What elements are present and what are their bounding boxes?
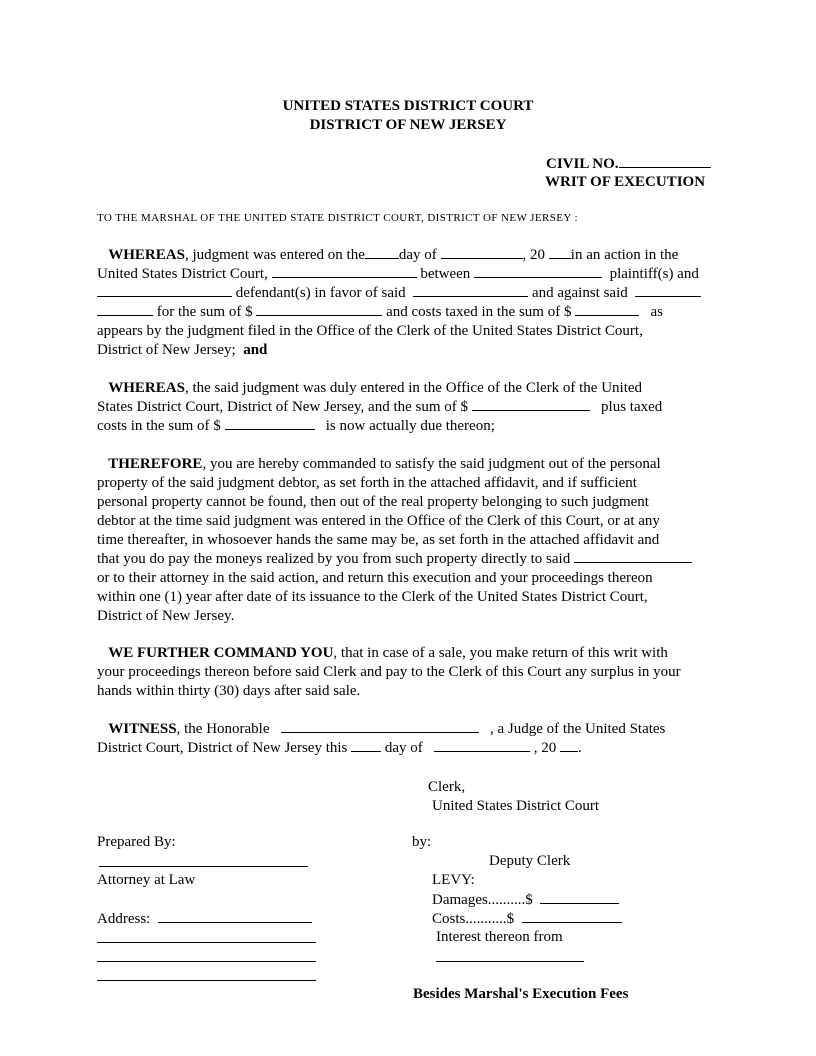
- command-paragraph: [97, 644, 722, 701]
- therefore-lead: THEREFORE: [108, 456, 203, 472]
- witness-year-field[interactable]: [560, 739, 578, 752]
- p2-text: States District Court, District of New Jersey, and the sum of $: [97, 399, 469, 415]
- whereas-paragraph-2: [97, 379, 722, 436]
- p1-text: between: [420, 266, 471, 282]
- p5-text: .: [578, 740, 582, 756]
- p1-text: for the sum of $: [156, 304, 253, 320]
- p1-text: appears by the judgment filed in the Office of the Clerk of the United States District Court,: [97, 323, 643, 339]
- attorney-label: Attorney at Law: [97, 872, 196, 888]
- damages-label: Damages..........$: [432, 891, 619, 909]
- p1-text: , 20: [522, 247, 546, 263]
- levy-label: LEVY:: [432, 872, 475, 888]
- defendant-field[interactable]: [97, 284, 232, 297]
- therefore-paragraph: [97, 455, 722, 626]
- court-field[interactable]: [272, 265, 417, 278]
- plaintiff-field[interactable]: [474, 265, 602, 278]
- against-field-cont[interactable]: [97, 303, 153, 316]
- whereas-lead-2: WHEREAS: [108, 380, 185, 396]
- p5-text: day of: [384, 740, 423, 756]
- p5-text: , the Honorable: [176, 721, 270, 737]
- civil-no-field[interactable]: [619, 155, 711, 168]
- district-title: DISTRICT OF NEW JERSEY: [309, 117, 507, 133]
- p3-text: or to their attorney in the said action, and return this execution and your proceedings thereon: [97, 570, 653, 586]
- p3-text: that you do pay the moneys realized by you from such property directly to said: [97, 551, 571, 567]
- p1-text: and costs taxed in the sum of $: [386, 304, 572, 320]
- p1-text: plaintiff(s) and: [609, 266, 699, 282]
- p5-text: District Court, District of New Jersey this: [97, 740, 348, 756]
- court-title: UNITED STATES DISTRICT COURT: [282, 98, 534, 114]
- p3-text: time thereafter, in whosoever hands the same may be, as set forth in the attached affidavit and: [97, 532, 660, 548]
- p2-text: plus taxed: [601, 399, 663, 415]
- p5-text: , 20: [533, 740, 557, 756]
- p3-text: property of the said judgment debtor, as set forth in the attached affidavit, and if sufficient: [97, 475, 637, 491]
- judgment-year-field[interactable]: [549, 246, 571, 259]
- p4-text: , that in case of a sale, you make return of this writ with: [333, 645, 668, 661]
- payee-field[interactable]: [574, 550, 692, 563]
- p2-text: is now actually due thereon;: [325, 418, 495, 434]
- costs-taxed-field[interactable]: [575, 303, 639, 316]
- p2-text: , the said judgment was duly entered in the Office of the Clerk of the United: [184, 380, 643, 396]
- whereas-paragraph-1: [97, 246, 722, 360]
- whereas-lead-1: WHEREAS: [108, 247, 185, 263]
- clerk-court: United States District Court: [432, 798, 600, 814]
- against-field[interactable]: [635, 284, 701, 297]
- damages-field[interactable]: [540, 891, 619, 904]
- marshal-fees-note: Besides Marshal's Execution Fees: [413, 986, 629, 1002]
- judge-name-field[interactable]: [281, 720, 479, 733]
- witness-day-field[interactable]: [351, 739, 381, 752]
- p3-text: debtor at the time said judgment was entered in the Office of the Clerk of this Court, or at any: [97, 513, 660, 529]
- judgment-month-field[interactable]: [441, 246, 523, 259]
- p1-text: in an action in the: [570, 247, 679, 263]
- p1-text: as: [650, 304, 663, 320]
- p2-text: costs in the sum of $: [97, 418, 221, 434]
- address-field-2[interactable]: [97, 942, 316, 943]
- favor-field[interactable]: [413, 284, 528, 297]
- p4-text: your proceedings thereon before said Clerk and pay to the Clerk of this Court any surplus in your: [97, 664, 681, 680]
- address-field-1[interactable]: [158, 910, 312, 923]
- amount-due-field[interactable]: [472, 398, 590, 411]
- prepared-by-field[interactable]: [99, 866, 308, 867]
- address-field-3[interactable]: [97, 961, 316, 962]
- command-lead: WE FURTHER COMMAND YOU: [108, 645, 334, 661]
- interest-label: Interest thereon from: [436, 929, 563, 945]
- prepared-by-label: Prepared By:: [97, 834, 176, 850]
- p3-text: District of New Jersey.: [97, 608, 235, 624]
- p1-text: defendant(s) in favor of said: [235, 285, 406, 301]
- address-label: Address:: [97, 910, 312, 928]
- p3-text: , you are hereby commanded to satisfy the said judgment out of the personal: [202, 456, 661, 472]
- p4-text: hands within thirty (30) days after said sale.: [97, 683, 361, 699]
- p3-text: within one (1) year after date of its issuance to the Clerk of the United States District Court,: [97, 589, 648, 605]
- p1-and: and: [243, 342, 268, 358]
- interest-field[interactable]: [436, 961, 584, 962]
- sum-field[interactable]: [256, 303, 382, 316]
- deputy-clerk: Deputy Clerk: [489, 853, 571, 869]
- clerk-title: Clerk,: [428, 779, 466, 795]
- p1-text: , judgment was entered on the: [184, 247, 365, 263]
- p1-text: and against said: [531, 285, 628, 301]
- witness-paragraph: [97, 720, 722, 758]
- p1-text: United States District Court,: [97, 266, 268, 282]
- writ-title: WRIT OF EXECUTION: [545, 174, 706, 190]
- witness-month-field[interactable]: [434, 739, 530, 752]
- p1-text: day of: [398, 247, 437, 263]
- p5-text: , a Judge of the United States: [490, 721, 666, 737]
- address-field-4[interactable]: [97, 980, 316, 981]
- judgment-day-field[interactable]: [365, 246, 399, 259]
- p1-text: District of New Jersey;: [97, 342, 236, 358]
- costs-label: Costs...........$: [432, 910, 622, 928]
- p3-text: personal property cannot be found, then out of the real property belonging to such judgment: [97, 494, 649, 510]
- by-label: by:: [412, 834, 432, 850]
- witness-lead: WITNESS: [108, 721, 177, 737]
- taxed-costs-field[interactable]: [225, 417, 315, 430]
- to-marshal-line: TO THE MARSHAL OF THE UNITED STATE DISTRICT COURT, DISTRICT OF NEW JERSEY :: [97, 212, 578, 224]
- costs-field[interactable]: [522, 910, 622, 923]
- civil-no-label: CIVIL NO.: [546, 155, 711, 173]
